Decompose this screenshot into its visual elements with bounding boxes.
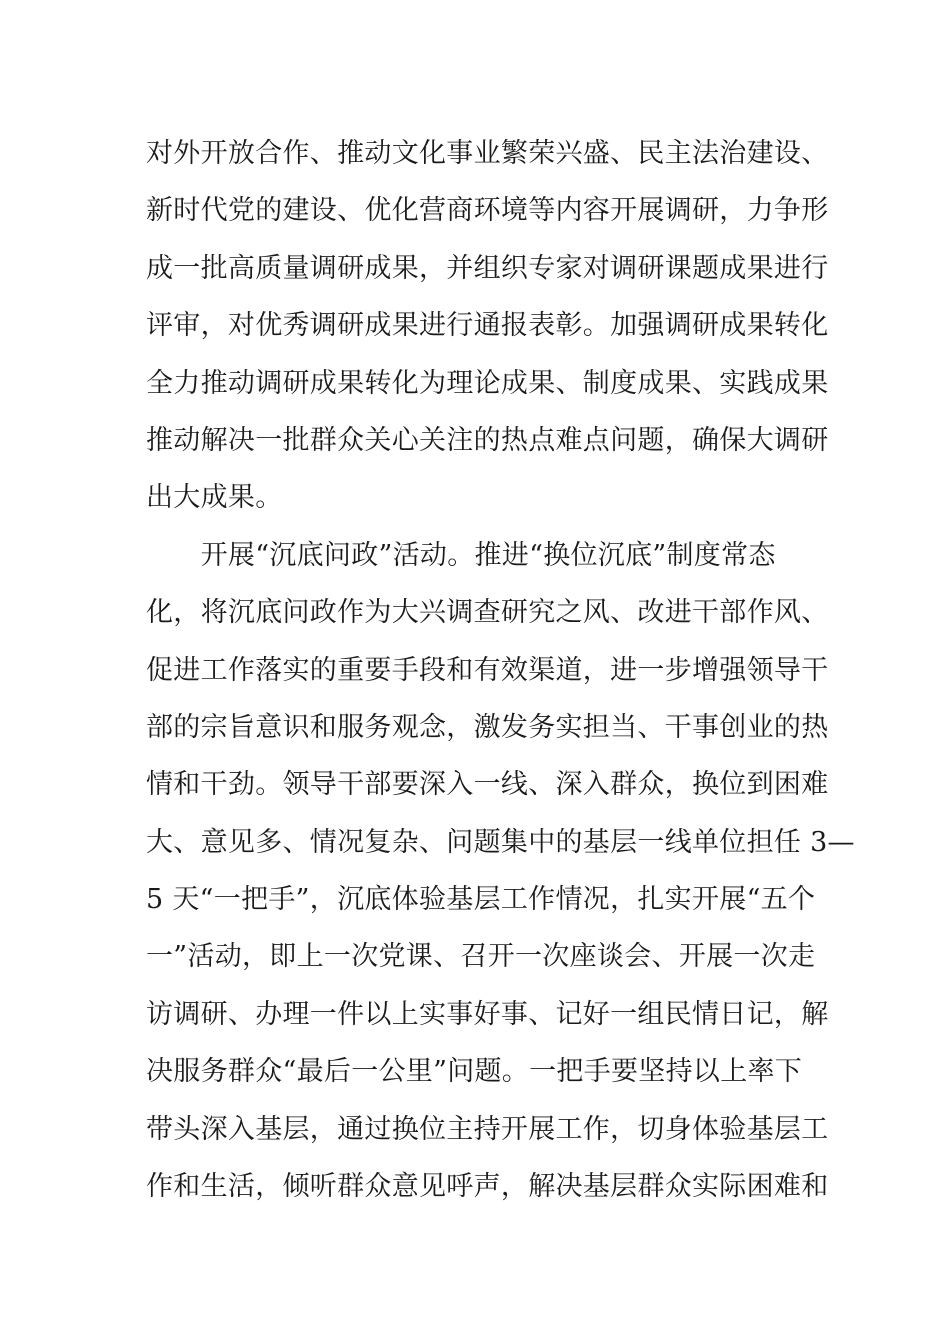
- text-line: 对外开放合作、推动文化事业繁荣兴盛、民主法治建设、: [146, 138, 829, 169]
- text-line: 一”活动，即上一次党课、召开一次座谈会、开展一次走: [146, 941, 816, 973]
- text-line: 全力推动调研成果转化为理论成果、制度成果、实践成果: [146, 367, 829, 399]
- text-line: 决服务群众“最后一公里”问题。一把手要坚持以上率下: [146, 1056, 803, 1088]
- body-text: [146, 125, 855, 1215]
- text-line: 推动解决一批群众关心关注的热点难点问题，确保大调研: [146, 424, 829, 456]
- paragraph-start-line: 开展“沉底问政”活动。推进“换位沉底”制度常态: [146, 539, 776, 571]
- text-line: 化，将沉底问政作为大兴调查研究之风、改进干部作风、: [146, 597, 829, 629]
- text-line: 大、意见多、情况复杂、问题集中的基层一线单位担任 3—: [146, 826, 855, 858]
- text-line: 作和生活，倾听群众意见呼声，解决基层群众实际困难和: [146, 1171, 829, 1203]
- text-line: 新时代党的建设、优化营商环境等内容开展调研，力争形: [146, 195, 829, 227]
- text-line: 成一批高质量调研成果，并组织专家对调研课题成果进行: [146, 252, 829, 284]
- text-line: 部的宗旨意识和服务观念，激发务实担当、干事创业的热: [146, 711, 829, 743]
- text-line: 情和干劲。领导干部要深入一线、深入群众，换位到困难: [146, 769, 829, 801]
- text-line: 5 天“一把手”，沉底体验基层工作情况，扎实开展“五个: [146, 884, 816, 916]
- text-line: 评审，对优秀调研成果进行通报表彰。加强调研成果转化: [146, 310, 829, 342]
- text-line: 出大成果。: [146, 482, 283, 514]
- text-line: 访调研、办理一件以上实事好事、记好一组民情日记，解: [146, 998, 829, 1030]
- text-line: 带头深入基层，通过换位主持开展工作，切身体验基层工: [146, 1113, 829, 1145]
- text-line: 促进工作落实的重要手段和有效渠道，进一步增强领导干: [146, 654, 829, 686]
